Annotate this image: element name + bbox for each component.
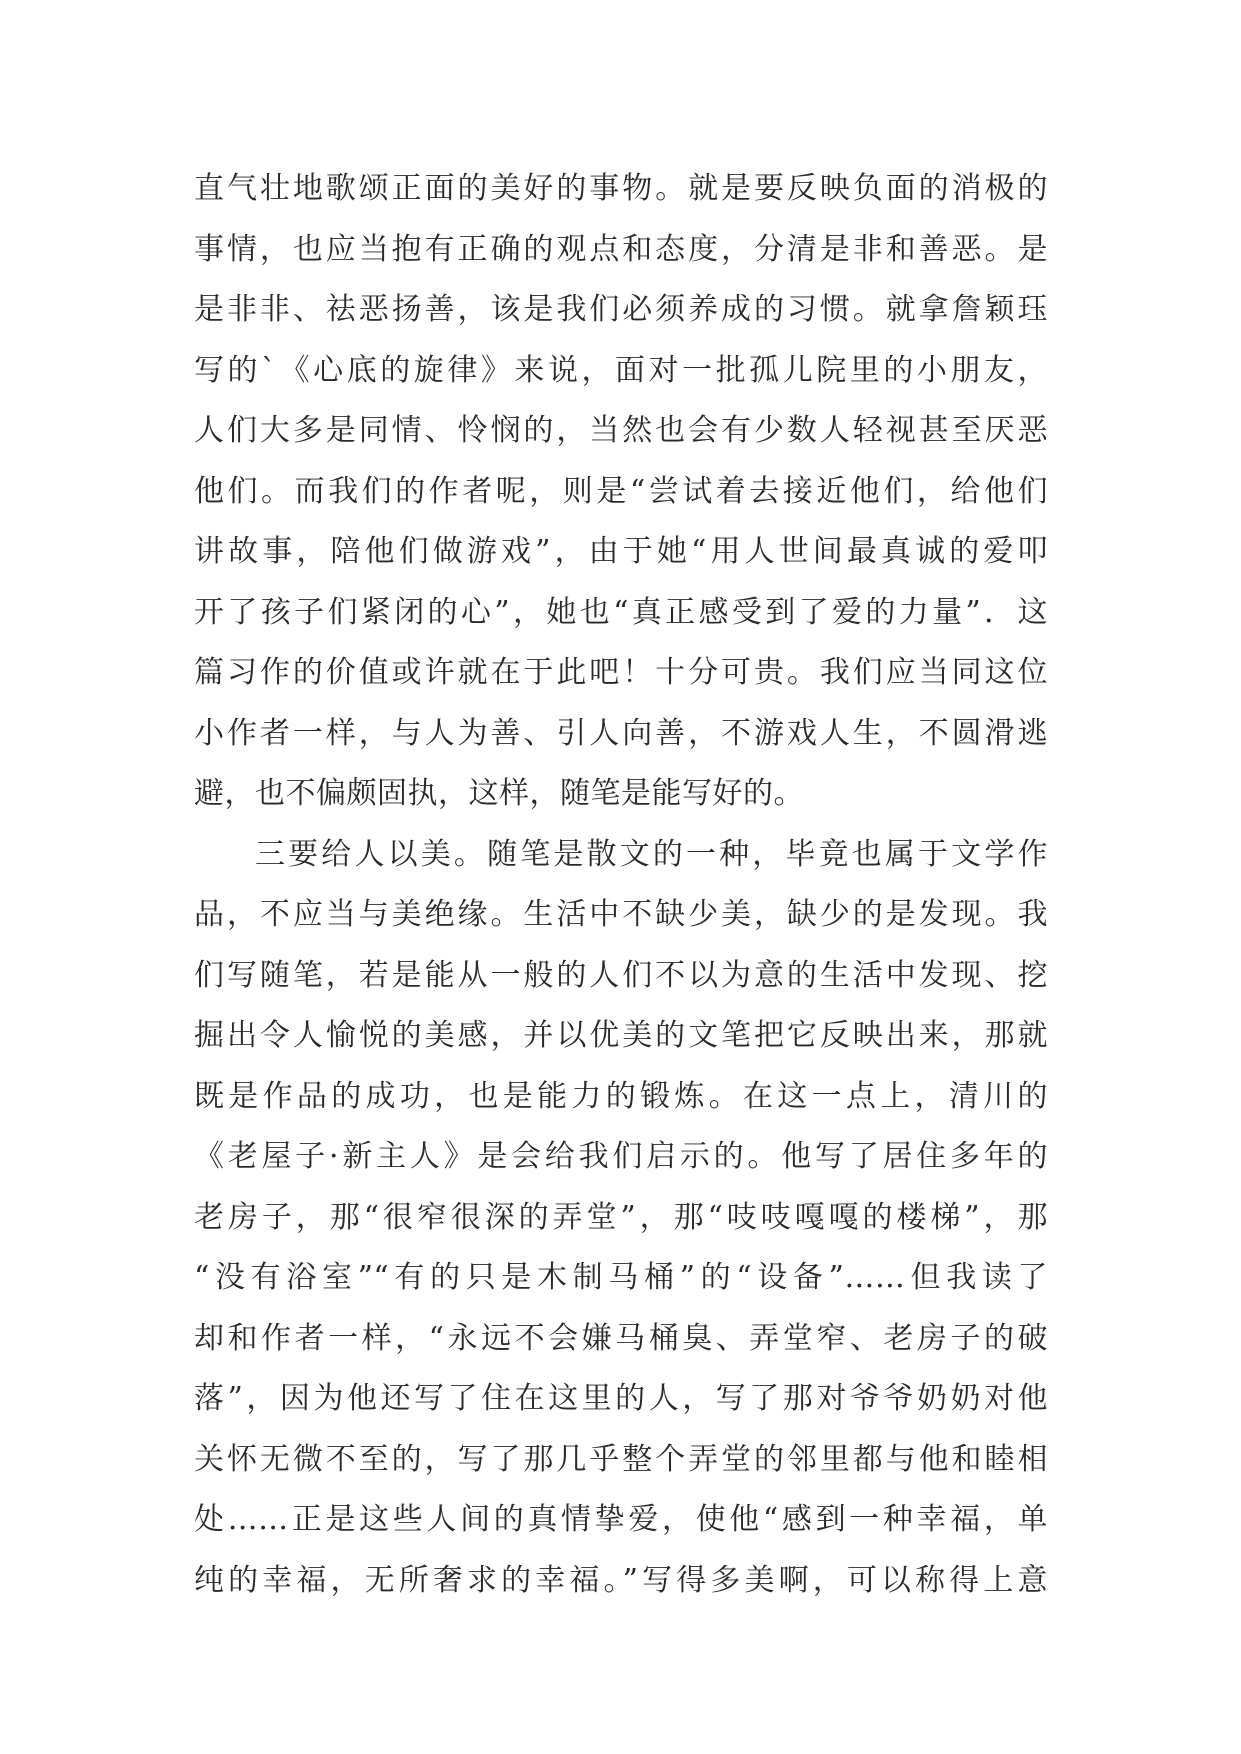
text-line: 小作者一样，与人为善、引人向善，不游戏人生，不圆滑逃 — [194, 715, 1048, 751]
text-line: 是非非、祛恶扬善，该是我们必须养成的习惯。就拿詹颖珏 — [194, 292, 1048, 327]
text-line: 落”，因为他还写了住在这里的人，写了那对爷爷奶奶对他 — [194, 1381, 1048, 1416]
text-line: 却和作者一样，“永远不会嫌马桶臭、弄堂窄、老房子的破 — [194, 1320, 1048, 1356]
text-line: 关怀无微不至的，写了那几乎整个弄堂的邻里都与他和睦相 — [194, 1441, 1048, 1477]
paragraph-2 — [194, 825, 1048, 1612]
text-line: 事情，也应当抱有正确的观点和态度，分清是非和善恶。是 — [194, 231, 1048, 267]
text-line: 篇习作的价值或许就在于此吧！十分可贵。我们应当同这位 — [194, 655, 1048, 690]
text-line: 品，不应当与美绝缘。生活中不缺少美，缺少的是发现。我 — [194, 897, 1048, 932]
paragraph-1 — [194, 159, 1048, 825]
body-text — [194, 159, 1048, 1611]
text-line: 写的`《心底的旋律》来说，面对一批孤儿院里的小朋友， — [194, 352, 1048, 388]
text-line: 他们。而我们的作者呢，则是“尝试着去接近他们，给他们 — [194, 473, 1048, 509]
text-line: 既是作品的成功，也是能力的锻炼。在这一点上，清川的 — [194, 1078, 1048, 1114]
text-line: 讲故事，陪他们做游戏”，由于她“用人世间最真诚的爱叩 — [194, 534, 1048, 569]
text-line: “没有浴室”“有的只是木制马桶”的“设备”……但我读了 — [194, 1260, 1048, 1295]
text-line: 纯的幸福，无所奢求的幸福。”写得多美啊，可以称得上意 — [194, 1562, 1048, 1598]
text-line: 《老屋子·新主人》是会给我们启示的。他写了居住多年的 — [194, 1139, 1048, 1174]
text-line: 处……正是这些人间的真情挚爱，使他“感到一种幸福，单 — [194, 1502, 1048, 1537]
text-line: 人们大多是同情、怜悯的，当然也会有少数人轻视甚至厌恶 — [194, 413, 1048, 448]
text-line: 们写随笔，若是能从一般的人们不以为意的生活中发现、挖 — [194, 957, 1048, 993]
text-line: 三要给人以美。随笔是散文的一种，毕竟也属于文学作 — [255, 836, 1048, 872]
text-line: 老房子，那“很窄很深的弄堂”，那“吱吱嘎嘎的楼梯”，那 — [194, 1199, 1048, 1235]
text-line: 避，也不偏颇固执，这样，随笔是能写好的。 — [194, 776, 804, 811]
text-line: 直气壮地歌颂正面的美好的事物。就是要反映负面的消极的 — [194, 171, 1048, 206]
text-line: 开了孩子们紧闭的心”，她也“真正感受到了爱的力量”．这 — [194, 594, 1048, 630]
text-line: 掘出令人愉悦的美感，并以优美的文笔把它反映出来，那就 — [194, 1018, 1048, 1053]
